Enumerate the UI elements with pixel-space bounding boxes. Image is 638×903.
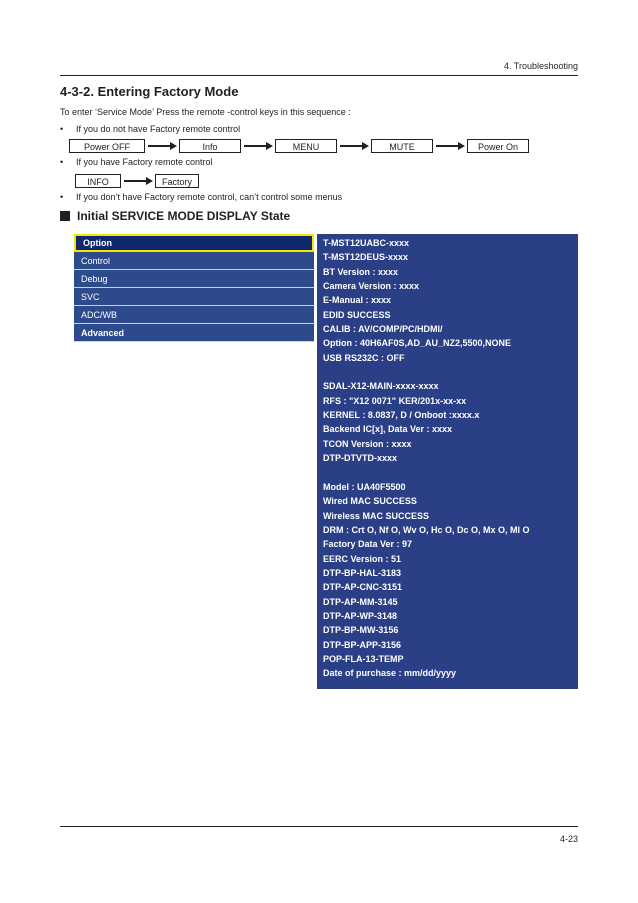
bullet-limited-control bbox=[60, 192, 342, 202]
menu-item-advanced[interactable]: Advanced bbox=[74, 324, 314, 342]
arrow-right-icon bbox=[145, 139, 179, 153]
header-rule bbox=[60, 75, 578, 76]
key-info-factory: INFO bbox=[75, 174, 121, 188]
info-line: USB RS232C : OFF bbox=[323, 352, 405, 363]
key-power-on: Power On bbox=[467, 139, 529, 153]
arrow-right-icon bbox=[121, 174, 155, 188]
info-line: Option : 40H6AF0S,AD_AU_NZ2,5500,NONE bbox=[323, 338, 512, 349]
key-sequence-2 bbox=[75, 174, 199, 188]
bullet-text: If you don’t have Factory remote control, can’t control some menus bbox=[76, 192, 343, 202]
bullet-text: If you do not have Factory remote control bbox=[76, 124, 241, 134]
info-line: DTP-BP-HAL-3183 bbox=[323, 567, 402, 578]
info-line: DTP-AP-CNC-3151 bbox=[323, 582, 403, 593]
info-line: T-MST12UABC-xxxx bbox=[323, 238, 410, 248]
page-number: 4-23 bbox=[559, 834, 578, 844]
arrow-right-icon bbox=[337, 139, 371, 153]
info-line: E-Manual : xxxx bbox=[323, 295, 392, 306]
bullet-text: If you have Factory remote control bbox=[76, 157, 213, 167]
info-line: SDAL-X12-MAIN-xxxx-xxxx bbox=[323, 381, 439, 392]
info-line: Backend IC[x], Data Ver : xxxx bbox=[323, 424, 453, 435]
info-line: TCON Version : xxxx bbox=[323, 438, 412, 449]
section-title: Initial SERVICE MODE DISPLAY State bbox=[77, 209, 291, 223]
info-line: DTP-BP-APP-3156 bbox=[323, 639, 402, 650]
info-line: T-MST12DEUS-xxxx bbox=[323, 252, 409, 263]
running-header: 4. Troubleshooting bbox=[503, 61, 578, 71]
key-info: Info bbox=[179, 139, 241, 153]
key-mute: MUTE bbox=[371, 139, 433, 153]
bullet-dot: • bbox=[60, 157, 64, 167]
info-line: DTP-DTVTD-xxxx bbox=[323, 453, 398, 464]
square-bullet-icon bbox=[60, 211, 70, 221]
info-line: Wireless MAC SUCCESS bbox=[323, 510, 429, 521]
bullet-no-factory-remote bbox=[60, 124, 240, 134]
info-line: DRM : Crt O, Nf O, Wv O, Hc O, Dc O, Mx O, Ml O bbox=[323, 524, 530, 535]
menu-item-debug[interactable]: Debug bbox=[74, 270, 314, 288]
key-power-off: Power OFF bbox=[69, 139, 145, 153]
info-line: BT Version : xxxx bbox=[323, 266, 399, 277]
info-panel bbox=[317, 234, 578, 689]
bullet-dot: • bbox=[60, 124, 64, 134]
info-spacer bbox=[317, 466, 578, 480]
arrow-right-icon bbox=[241, 139, 275, 153]
bullet-factory-remote bbox=[60, 157, 213, 167]
info-line: Factory Data Ver : 97 bbox=[323, 539, 413, 550]
info-line: POP-FLA-13-TEMP bbox=[323, 653, 404, 664]
info-line: Wired MAC SUCCESS bbox=[323, 496, 417, 507]
bullet-dot: • bbox=[60, 192, 64, 202]
key-menu: MENU bbox=[275, 139, 337, 153]
info-line: Model : UA40F5500 bbox=[323, 481, 406, 492]
section-heading bbox=[60, 209, 290, 223]
intro-text: To enter ‘Service Mode’ Press the remote -control keys in this sequence : bbox=[60, 107, 351, 117]
info-line: DTP-BP-MW-3156 bbox=[323, 625, 399, 636]
menu-item-svc[interactable]: SVC bbox=[74, 288, 314, 306]
info-line: DTP-AP-WP-3148 bbox=[323, 610, 398, 621]
info-line: CALIB : AV/COMP/PC/HDMI/ bbox=[323, 324, 443, 335]
key-sequence-1 bbox=[69, 139, 529, 153]
info-spacer bbox=[317, 365, 578, 379]
key-factory: Factory bbox=[155, 174, 199, 188]
info-line: KERNEL : 8.0837, D / Onboot :xxxx.x bbox=[323, 410, 480, 421]
service-menu bbox=[74, 234, 314, 342]
page-title: 4-3-2. Entering Factory Mode bbox=[60, 84, 239, 99]
info-line: DTP-AP-MM-3145 bbox=[323, 596, 398, 607]
menu-item-control[interactable]: Control bbox=[74, 252, 314, 270]
arrow-right-icon bbox=[433, 139, 467, 153]
info-line: RFS : "X12 0071" KER/201x-xx-xx bbox=[323, 395, 467, 406]
footer-rule bbox=[60, 826, 578, 827]
menu-item-adc-wb[interactable]: ADC/WB bbox=[74, 306, 314, 324]
info-line: Camera Version : xxxx bbox=[323, 281, 420, 292]
menu-item-option[interactable]: Option bbox=[74, 234, 314, 252]
info-line: EERC Version : 51 bbox=[323, 553, 402, 564]
info-line: EDID SUCCESS bbox=[323, 309, 391, 320]
info-line: Date of purchase : mm/dd/yyyy bbox=[323, 668, 457, 679]
